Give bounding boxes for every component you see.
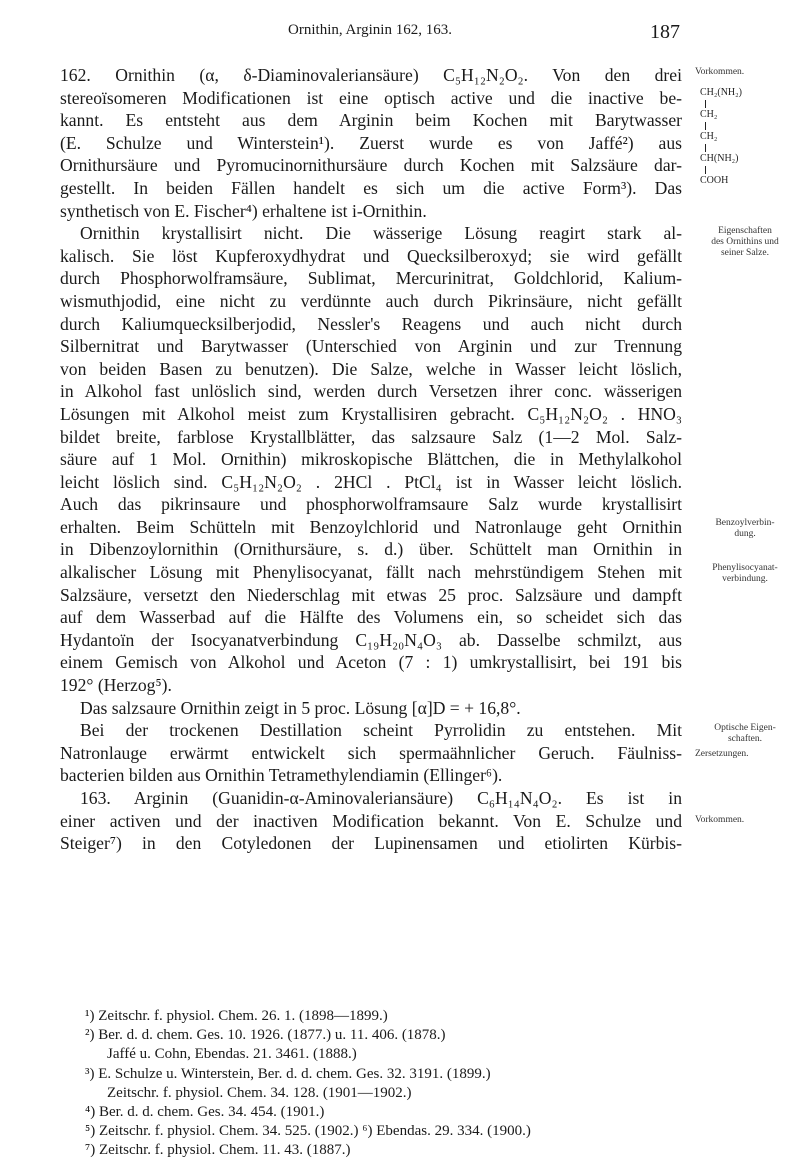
body-line: 162. Ornithin (α, δ-Diaminovaleriansäure) C₅H₁₂N₂O₂. Von den drei [60, 65, 682, 85]
body-line: stereoïsomeren Modificationen ist eine optisch active und die inactive be- [60, 87, 682, 108]
body-line: kalisch. Sie löst Kupferoxydhydrat und Quecksilberoxyd; sie wird gefällt [60, 245, 682, 266]
margin-note-vorkommen-2: Vorkommen. [695, 815, 745, 825]
body-line: von beiden Basen zu benutzen). Die Salze, welche in Wasser leicht löslich, [60, 358, 682, 379]
footnote: Zeitschr. f. physiol. Chem. 34. 128. (1901—1902.) [107, 1084, 412, 1101]
body-line: in Alkohol fast unlöslich sind, werden durch Versetzen ihrer conc. wässerigen [60, 381, 682, 402]
body-line: Silbernitrat und Barytwasser (Unterschied von Arginin und zur Trennung [60, 336, 682, 357]
footnotes [85, 1007, 695, 1161]
body-line: Lösungen mit Alkohol meist zum Krystallisiren gebracht. C₅H₁₂N₂O₂ . HNO₃ [60, 403, 682, 424]
body-line: durch Phosphorwolframsäure, Sublimat, Mercurinitrat, Goldchlorid, Kalium- [60, 268, 682, 289]
margin-note-eigenschaften: Eigenschaften des Ornithins und seiner Salze. [711, 226, 779, 258]
running-title: Ornithin, Arginin 162, 163. [288, 22, 452, 38]
body-line: einem Gemisch von Alkohol und Aceton (7 : 1) umkrystallisirt, bei 191 bis [60, 652, 682, 673]
body-line: Steiger⁷) in den Cotyledonen der Lupinensamen und etiolirten Kürbis- [60, 833, 682, 854]
margin-note-phenyl: Phenylisocyanat- verbindung. [712, 563, 778, 584]
body-line: 163. Arginin (Guanidin-α-Aminovaleriansäure) C₆H₁₄N₄O₂. Es ist in [80, 788, 682, 808]
footnote: ³) E. Schulze u. Winterstein, Ber. d. d. chem. Ges. 32. 3191. (1899.) [85, 1065, 491, 1082]
body-line: auf dem Wasserbad auf die Hälfte des Volumens ein, so scheidet sich das [60, 607, 682, 628]
body-line: bildet breite, farblose Krystallblätter, das salzsaure Salz (1—2 Mol. Salz- [60, 426, 682, 447]
body-line: wismuthjodid, eine nicht zu verdünnte auch durch Pikrinsäure, nicht gefällt [60, 290, 682, 311]
body-line: kannt. Es entsteht aus dem Arginin beim Kochen mit Barytwasser [60, 110, 682, 131]
margin-note-benzoyl: Benzoylverbin- dung. [715, 518, 775, 539]
margin-note-optische: Optische Eigen- schaften. [714, 723, 776, 744]
body-line: bacterien bilden aus Ornithin Tetramethylendiamin (Ellinger⁶). [60, 765, 503, 786]
page-number: 187 [650, 21, 680, 43]
body-line: durch Kaliumquecksilberjodid, Nessler's Reagens und auch nicht durch [60, 313, 682, 334]
bond-line [705, 122, 706, 130]
body-line: Salzsäure, versetzt den Niederschlag mit etwas 25 proc. Salzsäure und dampft [60, 584, 682, 605]
body-line: alkalischer Lösung mit Phenylisocyanat, fällt nach mehrstündigem Stehen mit [60, 562, 682, 583]
body-line: erhalten. Beim Schütteln mit Benzoylchlorid und Natronlauge geht Ornithin [60, 516, 682, 537]
bond-line [705, 166, 706, 174]
body-line: Bei der trockenen Destillation scheint Pyrrolidin zu entstehen. Mit [80, 720, 682, 741]
bond-line [705, 144, 706, 152]
body-line: 192° (Herzog⁵). [60, 675, 172, 696]
bond-line [705, 100, 706, 108]
body-line: säure auf 1 Mol. Ornithin) mikroskopische Blättchen, die in Methylalkohol [60, 449, 682, 470]
footnote: ⁷) Zeitschr. f. physiol. Chem. 11. 43. (1887.) [85, 1142, 351, 1159]
footnote: ¹) Zeitschr. f. physiol. Chem. 26. 1. (1898—1899.) [85, 1008, 388, 1024]
footnote: Jaffé u. Cohn, Ebendas. 21. 3461. (1888.) [107, 1046, 357, 1063]
body-line: Ornithursäure und Pyromucinornithursäure durch Kochen mit Salzsäure dar- [60, 155, 682, 176]
body-line: in Dibenzoylornithin (Ornithursäure, s. d.) über. Schüttelt man Ornithin in [60, 539, 682, 560]
body-line: leicht löslich sind. C₅H₁₂N₂O₂ . 2HCl . PtCl₄ ist in Wasser leicht löslich. [60, 471, 682, 492]
body-line: Hydantoïn der Isocyanatverbindung C₁₉H₂₀N₄O₃ ab. Dasselbe schmilzt, aus [60, 629, 682, 650]
page-header [60, 22, 680, 48]
body-line: gestellt. In beiden Fällen handelt es sich um die active Form³). Das [60, 177, 682, 198]
margin-note-vorkommen: Vorkommen. [695, 67, 745, 77]
body-line: Auch das pikrinsaure und phosphorwolframsaure Salz wurde krystallisirt [60, 494, 682, 515]
footnote: ⁴) Ber. d. d. chem. Ges. 34. 454. (1901.) [85, 1104, 325, 1121]
ornithin-structural-formula: CH₂(NH₂) CH₂ CH₂ CH(NH₂) COOH [700, 87, 742, 186]
body-text [60, 64, 682, 855]
body-line: Das salzsaure Ornithin zeigt in 5 proc. Lösung [α]D = + 16,8°. [80, 697, 521, 718]
body-line: synthetisch von E. Fischer⁴) erhaltene ist i-Ornithin. [60, 200, 427, 221]
body-line: Natronlauge erwärmt entwickelt sich spermaähnlicher Geruch. Fäulniss- [60, 742, 682, 763]
body-line: Ornithin krystallisirt nicht. Die wässerige Lösung reagirt stark al- [80, 223, 682, 244]
body-line: einer activen und der inactiven Modification bekannt. Von E. Schulze und [60, 810, 682, 831]
footnote: ²) Ber. d. d. chem. Ges. 10. 1926. (1877.) u. 11. 406. (1878.) [85, 1027, 446, 1044]
margin-note-zersetzungen: Zersetzungen. [695, 749, 749, 759]
footnote: ⁵) Zeitschr. f. physiol. Chem. 34. 525. (1902.) ⁶) Ebendas. 29. 334. (1900.) [85, 1123, 531, 1140]
body-line: (E. Schulze und Winterstein¹). Zuerst wurde es von Jaffé²) aus [60, 132, 682, 153]
